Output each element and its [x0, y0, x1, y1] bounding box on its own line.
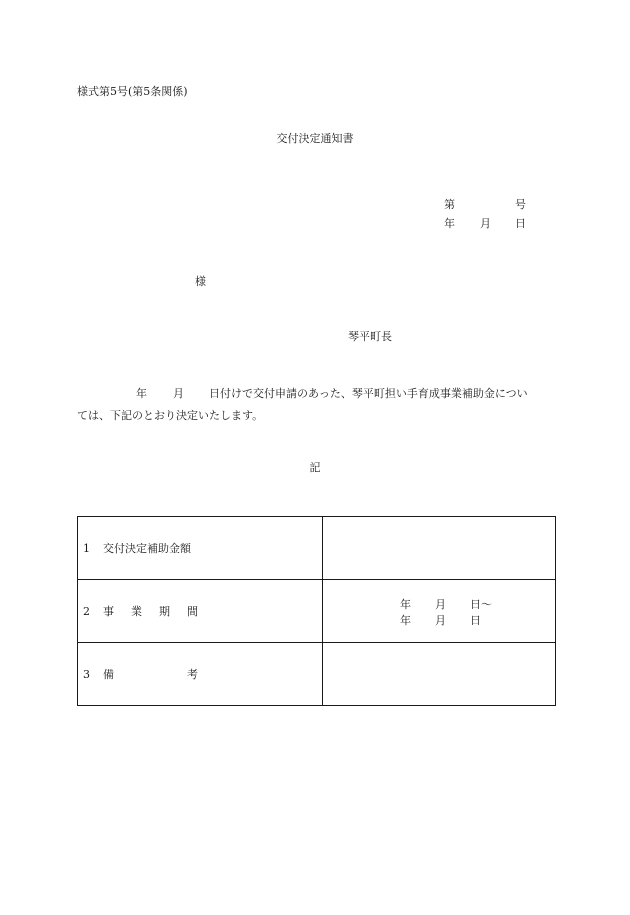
body-date-month: 月	[173, 387, 184, 400]
subsidy-amount-value-cell	[323, 517, 556, 580]
decision-table	[77, 516, 556, 706]
table-row	[78, 517, 556, 580]
row-label-char: 備	[103, 667, 114, 681]
project-period-value-cell	[323, 580, 556, 643]
row-label-char: 間	[187, 604, 198, 618]
reference-number-suffix: 号	[515, 198, 526, 211]
addressee-honorific: 様	[195, 275, 206, 288]
period-start-day: 日〜	[470, 598, 492, 611]
remarks-value-cell	[323, 643, 556, 706]
reference-number-prefix: 第	[444, 198, 455, 211]
issuer-name: 琴平町長	[348, 330, 392, 343]
issue-date-year: 年	[444, 217, 455, 230]
document-title: 交付決定通知書	[276, 132, 354, 145]
row-label-char: 業	[131, 604, 142, 618]
row-label-char: 期	[159, 604, 170, 618]
row-label-subsidy-amount: 交付決定補助金額	[103, 541, 191, 555]
period-end-month: 月	[435, 614, 446, 627]
ki-heading: 記	[309, 461, 321, 474]
row-number: 2	[83, 604, 90, 618]
period-end	[400, 615, 520, 631]
form-number-label: 様式第5号(第5条関係)	[77, 85, 188, 98]
period-start-year: 年	[400, 598, 411, 611]
table-label-cell	[78, 580, 323, 643]
table-row	[78, 580, 556, 643]
row-label-char: 考	[187, 667, 198, 681]
table-row	[78, 643, 556, 706]
issue-date-day: 日	[515, 217, 526, 230]
period-end-year: 年	[400, 614, 411, 627]
project-period	[400, 599, 520, 631]
table-label-cell	[78, 643, 323, 706]
period-end-day: 日	[470, 614, 481, 627]
period-start	[400, 599, 520, 615]
row-label-char: 事	[103, 604, 114, 618]
body-text-line-1: 日付けで交付申請のあった、琴平町担い手育成事業補助金につい	[209, 387, 528, 400]
row-number: 1	[83, 541, 90, 555]
body-date-year: 年	[136, 387, 147, 400]
issue-date-month: 月	[480, 217, 491, 230]
period-start-month: 月	[435, 598, 446, 611]
table-label-cell	[78, 517, 323, 580]
body-text-line-2: ては、下記のとおり決定いたします。	[77, 409, 264, 422]
row-number: 3	[83, 667, 90, 681]
